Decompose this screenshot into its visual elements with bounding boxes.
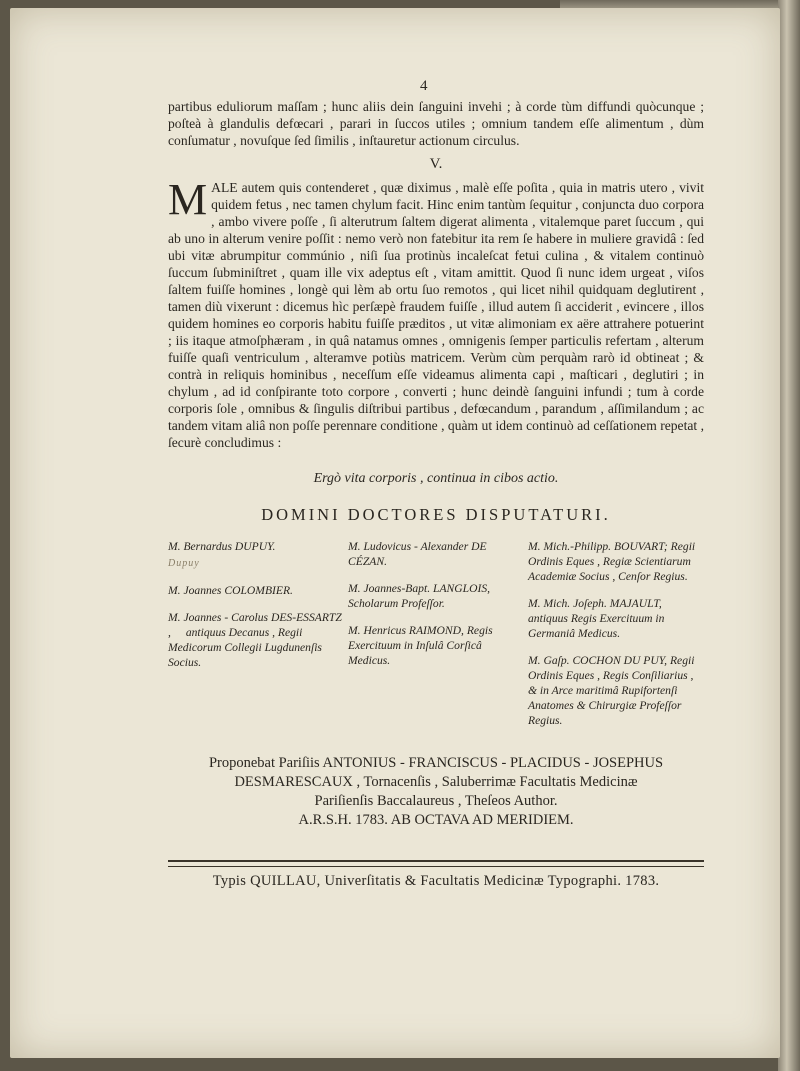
doctor-first-name: M. Bernardus (168, 540, 232, 553)
doctor-surname: LANGLOIS, (433, 582, 491, 595)
proponebat-date: A.R.S.H. 1783. AB OCTAVA AD MERIDIEM. (298, 812, 574, 828)
doctor-surname: BOUVART; (613, 540, 668, 553)
page-content (168, 80, 704, 890)
divider-rule (168, 860, 704, 867)
signature: Dupuy (168, 558, 200, 569)
doctor-surname: MAJAULT, (609, 597, 662, 610)
doctors-list (168, 539, 704, 740)
doctor-entry (348, 581, 528, 611)
doctor-entry (168, 539, 348, 571)
doctors-column (348, 539, 528, 740)
doctor-entry (528, 596, 704, 641)
doctor-surname: RAIMOND, (408, 624, 464, 637)
doctor-entry (168, 610, 348, 670)
section-text: ALE autem quis contenderet , quæ diximus , malè eſſe poſita , quia in matris utero , vivit quidem fetus , nec tamen chylum facit. Hinc enim tantùm ſequitur , conjuncta duo corpora , ambo vivere poſſe , ſi alterutrum ſaltem digerat alimenta , vitalemque paret ſuccum , qui ab uno in alterum venire poſſit : nemo verò non fatebitur ita rem ſe habere in muliere gravidâ : ſed ubi vitæ abrumpitur commúnio , niſi ſua protinùs incaleſcat fetui culina , & vitalem continuò ſuccum ſubminiſtret , quam ille vix adeptus eſt , vitam amittit. Quod ſi nunc idem urgeat , viſos ſaltem fuiſſe homines , longè qui lèm ab ortu ſuo remotos , qui licet nihil quidquam deglutirent , tamen diù vixerunt : dicemus hìc perſæpè fraudem fuiſſe , illud autem ſi acciderit , evincere , illos quidem homines eo corporis habitu fuiſſe præditos , ut vitæ alimoniam ex aëre attrahere potuerint ; iis itaque atmoſphæram , in quâ natamus omnes , omnigenis ſemper particulis refertam , alterum fuiſſe quaſi ventriculum , alteramve potiùs matricem. Verùm cùm perquàm rarò id obtineat ; & contrà in reliquis hominibus , neceſſum eſſe videamus alimenta capi , maſticari , deglutiri ; in chylum , ad id conſpirante toto corpore , converti ; hunc deindè ſanguini infundi ; tum à corde corporis ſole , omnibus & ſingulis diſtribui partibus , defœcandum , parandum , aſſimilandum ; ac tandem vitam aliâ non poſſe perennare conditione , quàm ut idem continuò ad ceſſationem repetat , ſecurè concludimus : (168, 180, 704, 450)
doctor-titles: antiquus Regis Exercituum in Germaniâ Medicus. (528, 612, 665, 640)
section-number: V. (429, 156, 443, 172)
drop-cap: M (168, 175, 208, 224)
doctor-first-name: M. Ludovicus - Alexander (348, 540, 469, 553)
doctor-entry (348, 623, 528, 668)
continuation-paragraph: partibus eduliorum maſſam ; hunc aliis dein ſanguini invehi ; à corde tùm diffundi quòcunque ; poſteà à glandulis defœcari , parari in ſuccos utiles ; omnium tandem eſſe alimentum , dùm conſumatur , novuſque ſed ſimilis , inſtauretur actionum circulus. (168, 99, 704, 148)
doctor-first-name: M. Joannes (168, 584, 222, 597)
doctor-first-name: M. Henricus (348, 624, 406, 637)
doctor-surname: DUPUY. (234, 540, 276, 553)
proponebat-line: Proponebat Pariſiis ANTONIUS - FRANCISCUS - PLACIDUS - JOSEPHUS (208, 755, 664, 771)
doctor-first-name: M. Mich.-Philipp. (528, 540, 612, 553)
proponebat-line: Pariſienſis Baccalaureus , Theſeos Author. (314, 793, 558, 809)
doctor-surname: DE CÉZAN. (348, 540, 487, 568)
page-number: 4 (420, 78, 428, 94)
thesis-statement: Ergò vita corporis , continua in cibos actio. (313, 471, 559, 486)
doctor-titles: antiquus Decanus , Regii Medicorum Collegii Lugdunenſis Socius. (168, 626, 322, 669)
doctor-entry (168, 583, 348, 598)
doctor-titles: Regii Ordinis Eques , Regiæ Scientiarum Academiæ Socius , Cenſor Regius. (528, 540, 696, 583)
proponebat-block (168, 754, 704, 830)
doctor-titles: Regis Exercituum in Inſulâ Corſicâ Medicus. (348, 624, 493, 667)
book-edge-right (778, 0, 800, 1071)
doctors-column (528, 539, 704, 740)
doctor-surname: DES-ESSARTZ , (168, 611, 342, 639)
doctor-titles: Regii Ordinis Eques , Regis Conſiliarius , & in Arce maritimâ Rupifortenſi Anatomes & Chirurgiæ Profeſſor Regius. (528, 654, 695, 727)
proponebat-line: DESMARESCAUX , Tornacenſis , Saluberrimæ Facultatis Medicinæ (234, 774, 638, 790)
doctor-titles: Scholarum Profeſſor. (348, 597, 445, 610)
doctor-entry (348, 539, 528, 569)
doctor-first-name: M. Gaſp. (528, 654, 570, 667)
doctors-heading: DOMINI DOCTORES DISPUTATURI. (261, 505, 611, 524)
doctor-entry (528, 539, 704, 584)
printer-imprint: Typis QUILLAU, Univerſitatis & Facultatis Medicinæ Typographi. 1783. (212, 873, 660, 889)
doctor-first-name: M. Joannes-Bapt. (348, 582, 431, 595)
doctor-surname: COCHON DU PUY, (572, 654, 668, 667)
doctor-first-name: M. Joannes - Carolus (168, 611, 269, 624)
doctors-column (168, 539, 348, 740)
section-paragraph (168, 175, 704, 451)
doctor-entry (528, 653, 704, 728)
doctor-first-name: M. Mich. Joſeph. (528, 597, 607, 610)
doctor-surname: COLOMBIER. (224, 584, 293, 597)
